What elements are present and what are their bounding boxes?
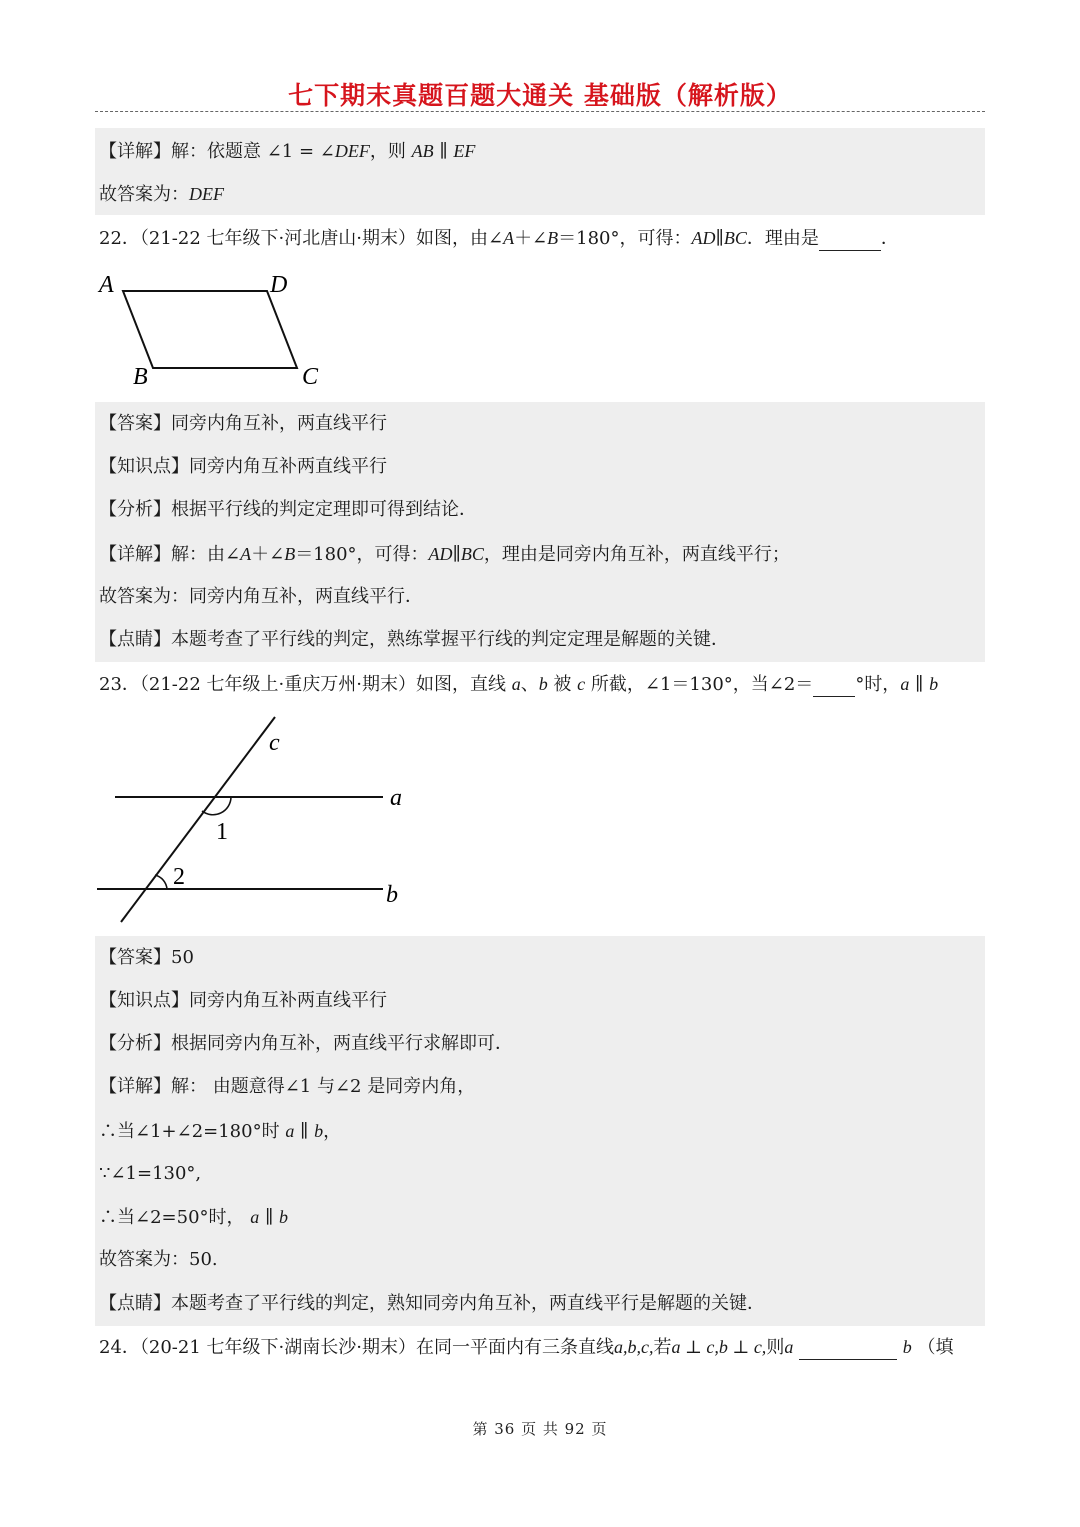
question-24: 24．（20-21 七年级下·湖南长沙·期末）在同一平面内有三条直线a,b,c,若a ⊥ c,b ⊥ c,则a b （填 — [99, 1337, 954, 1358]
parallelogram-figure — [95, 268, 335, 393]
analysis-22: 【分析】根据平行线的判定定理即可得到结论． — [99, 499, 477, 520]
vertex-label-a: A — [99, 272, 114, 298]
vertex-label-c: C — [302, 364, 319, 390]
header-divider — [95, 111, 985, 112]
final-answer-21: 故答案为：DEF — [99, 184, 224, 205]
knowledge-23: 【知识点】同旁内角互补两直线平行 — [99, 990, 387, 1011]
answer-23: 【答案】50 — [99, 947, 194, 968]
detail-23: 【详解】解： 由题意得∠1 与∠2 是同旁内角， — [99, 1076, 476, 1097]
comment-22: 【点睛】本题考查了平行线的判定，熟练掌握平行线的判定定理是解题的关键． — [99, 629, 729, 650]
detail-22: 【详解】解：由∠A＋∠B＝180°，可得：AD∥BC，理由是同旁内角互补，两直线平行； — [99, 544, 790, 565]
angle-label-2: 2 — [173, 864, 185, 890]
transversal-figure — [95, 712, 425, 927]
final-answer-23: 故答案为：50. — [99, 1249, 218, 1270]
line-label-b: b — [386, 882, 398, 908]
page-title: 七下期末真题百题大通关 基础版（解析版） — [288, 81, 792, 110]
parallelogram-abcd — [123, 291, 297, 368]
line-label-a: a — [390, 785, 402, 811]
question-23: 23．（21-22 七年级上·重庆万州·期末）如图，直线 a、b 被 c 所截，∠1＝130°，当∠2＝ °时，a ∥ b — [99, 674, 939, 695]
angle-label-1: 1 — [216, 819, 228, 845]
answer-panel-22 — [95, 402, 985, 662]
comment-23: 【点睛】本题考查了平行线的判定，熟知同旁内角互补，两直线平行是解题的关键． — [99, 1293, 765, 1314]
analysis-23: 【分析】根据同旁内角互补，两直线平行求解即可． — [99, 1033, 513, 1054]
knowledge-22: 【知识点】同旁内角互补两直线平行 — [99, 456, 387, 477]
angle-1-arc — [202, 797, 231, 815]
final-answer-22: 故答案为：同旁内角互补，两直线平行． — [99, 586, 423, 607]
angle-2-arc — [155, 875, 167, 889]
vertex-label-d: D — [270, 272, 288, 298]
question-22: 22．（21-22 七年级下·河北唐山·期末）如图，由∠A＋∠B＝180°，可得：AD∥BC．理由是 ． — [99, 228, 899, 249]
answer-22: 【答案】同旁内角互补，两直线平行 — [99, 413, 387, 434]
step-3-23: ∴当∠2=50°时， a ∥ b — [99, 1207, 289, 1228]
line-c — [121, 717, 275, 922]
page-number: 第 36 页 共 92 页 — [472, 1420, 608, 1438]
vertex-label-b: B — [133, 364, 148, 390]
step-1-23: ∴当∠1+∠2=180°时 a ∥ b， — [99, 1121, 342, 1142]
step-2-23: ∵∠1=130°, — [99, 1163, 202, 1184]
line-label-c: c — [269, 730, 280, 756]
detail-21: 【详解】解：依题意 ∠1 = ∠DEF，则 AB ∥ EF — [99, 141, 476, 162]
